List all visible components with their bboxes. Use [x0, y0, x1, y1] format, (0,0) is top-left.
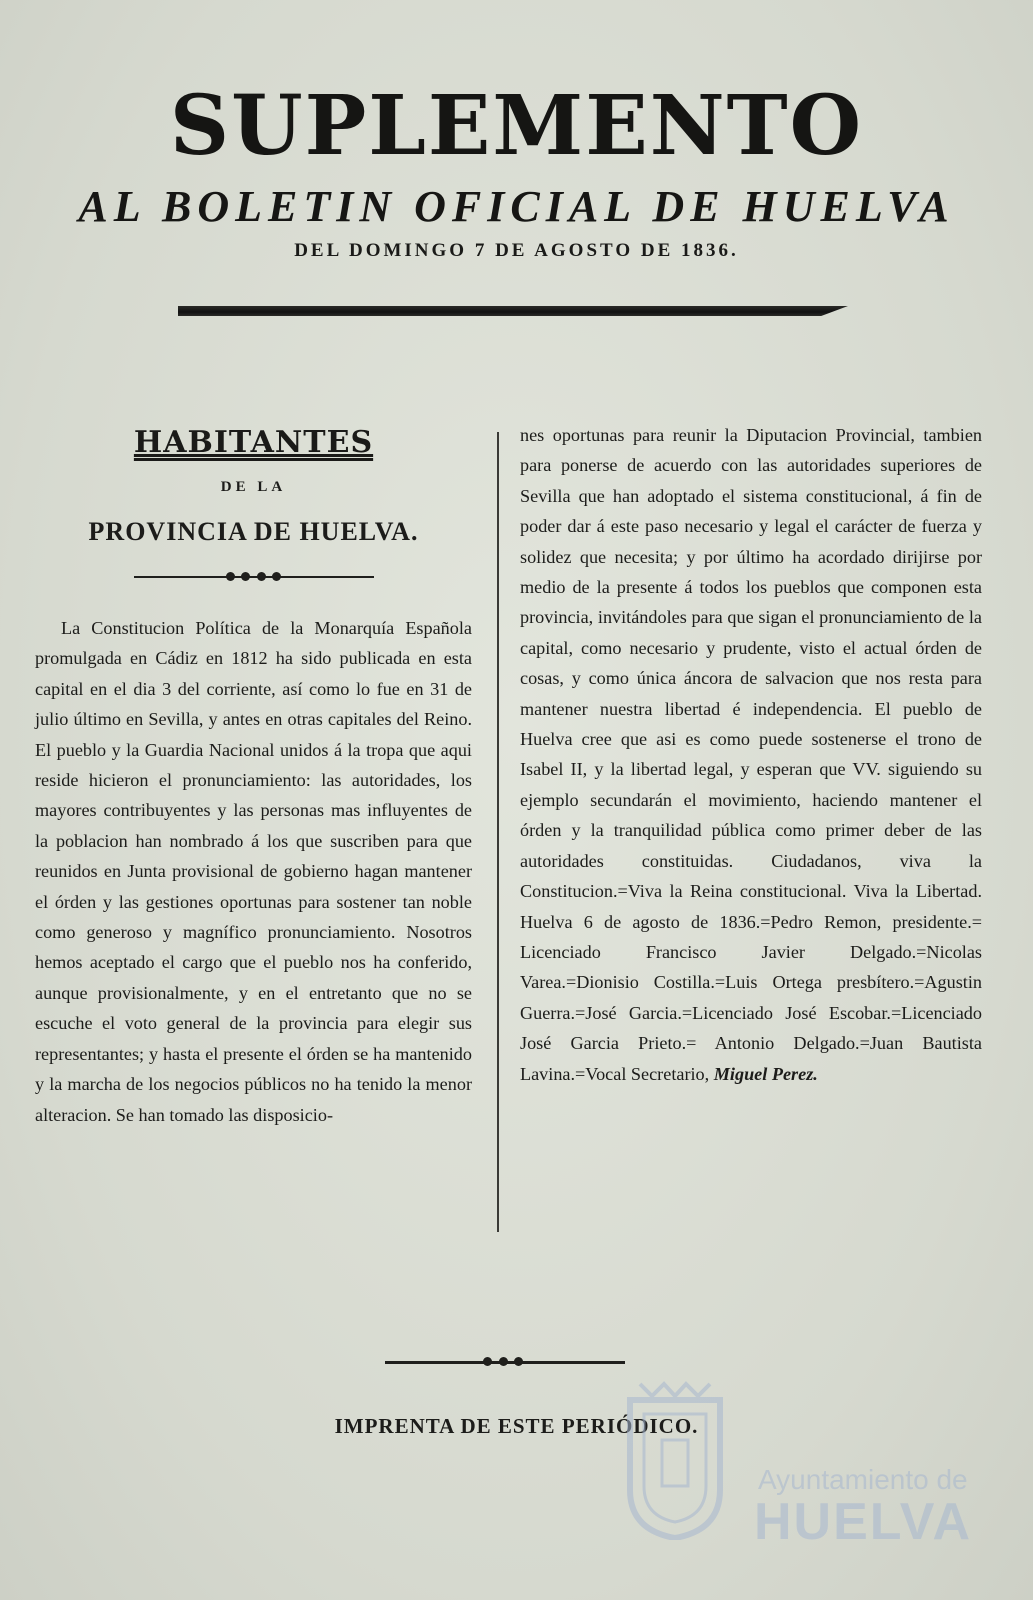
- footer-ornament: [385, 1356, 625, 1368]
- right-column: [520, 420, 982, 1089]
- masthead-subtitle: AL BOLETIN OFICIAL DE HUELVA: [78, 182, 955, 231]
- right-paragraph: [520, 420, 982, 1089]
- coat-of-arms-icon: [620, 1380, 730, 1540]
- watermark-line2: HUELVA: [754, 1493, 973, 1551]
- left-column: [35, 420, 472, 1130]
- imprint-line: IMPRENTA DE ESTE PERIÓDICO.: [334, 1414, 699, 1438]
- address-connector: DE LA: [220, 479, 287, 495]
- masthead-rule: [178, 306, 848, 316]
- signature: Miguel Perez.: [713, 1063, 818, 1084]
- left-paragraph: La Constitucion Política de la Monarquía Española promulgada en Cádiz en 1812 ha sido publicada en esta capital en el dia 3 del corriente, así como lo fue en 31 de julio último en Sevilla, y antes en otras capitales del Reino. El pueblo y la Guardia Nacional unidos á la tropa que aqui reside hicieron el pronunciamiento: las autoridades, los mayores contribuyentes y las personas mas influyentes de la poblacion han nombrado á los que suscriben para que reunidos en Junta provisional de gobierno hagan mantener el órden y las gestiones oportunas para sostener tan noble como generoso y magnífico pronunciamiento. Nosotros hemos aceptado el cargo que el pueblo nos ha conferido, aunque provisionalmente, y en el entretanto que no se escuche el voto general de la provincia para elegir sus representantes; y hasta el presente el órden se ha mantenido y la marcha de los negocios públicos no ha tenido la menor alteracion. Se han tomado las disposicio-: [35, 618, 472, 1125]
- right-paragraph-text: nes oportunas para reunir la Diputacion Provincial, tambien para ponerse de acuerdo con las autoridades superiores de Sevilla que han adoptado el sistema constitucional, á fin de poder dar á este paso necesario y legal el carácter de fuerza y solidez que necesita; y por último ha acordado dirijirse por medio de la presente á todos los pueblos que componen esta provincia, invitándoles para que sigan el pronunciamiento de la capital, como necesario y prudente, visto el actual órden de cosas, y como única áncora de salvacion que nos resta para mantener nuestra libertad é independencia. El pueblo de Huelva cree que asi es como puede sostenerse el trono de Isabel II, y la libertad legal, y esperan que VV. siguiendo su ejemplo secundarán el movimiento, haciendo mantener el órden y la tranquilidad pública como primer deber de las autoridades constituidas. Ciudadanos, viva la Constitucion.=Viva la Reina constitucional. Viva la Libertad. Huelva 6 de agosto de 1836.=Pedro Remon, presidente.= Licenciado Francisco Javier Delgado.=Nicolas Varea.=Dionisio Costilla.=Luis Ortega presbítero.=Agustin Guerra.=José Garcia.=Licenciado José Escobar.=Licenciado José Garcia Prieto.= Antonio Delgado.=Juan Bautista Lavina.=Vocal Secretario,: [520, 425, 982, 1084]
- ornamental-divider: [134, 571, 374, 583]
- column-divider: [497, 432, 499, 1232]
- masthead-dateline: DEL DOMINGO 7 DE AGOSTO DE 1836.: [294, 240, 739, 261]
- archive-watermark: [620, 1380, 973, 1570]
- masthead-title: SUPLEMENTO: [169, 78, 864, 174]
- masthead: [0, 78, 1033, 262]
- watermark-line1: Ayuntamiento de: [758, 1464, 968, 1495]
- address-province: PROVINCIA DE HUELVA.: [88, 517, 419, 546]
- address-heading: HABITANTES: [133, 425, 374, 460]
